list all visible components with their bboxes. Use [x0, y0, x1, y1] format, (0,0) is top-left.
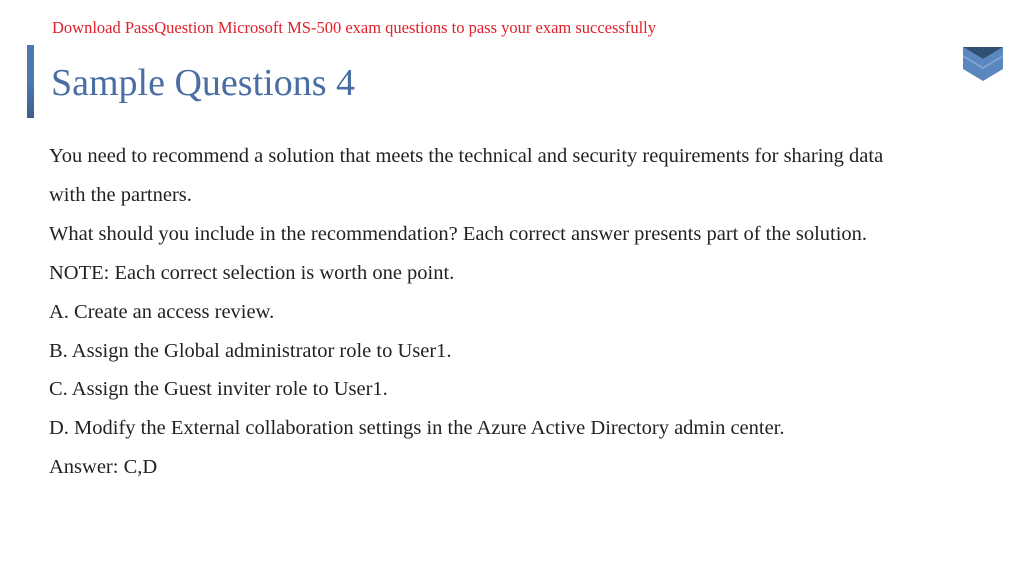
- option-c: C. Assign the Guest inviter role to User1.: [49, 378, 388, 401]
- question-note: NOTE: Each correct selection is worth one point.: [49, 261, 455, 284]
- page-title: Sample Questions 4: [51, 62, 355, 104]
- option-b: B. Assign the Global administrator role to User1.: [49, 339, 452, 362]
- title-accent-bar: [27, 45, 34, 118]
- answer-line: Answer: C,D: [49, 456, 158, 479]
- question-prompt: What should you include in the recommendation? Each correct answer presents part of the solution.: [49, 222, 868, 245]
- question-stem-line-2: with the partners.: [49, 183, 192, 206]
- question-body: [49, 137, 979, 487]
- chevron-down-logo-icon: [963, 47, 1003, 81]
- download-banner[interactable]: Download PassQuestion Microsoft MS-500 exam questions to pass your exam successfully: [52, 18, 657, 37]
- option-d: D. Modify the External collaboration settings in the Azure Active Directory admin center.: [49, 417, 785, 440]
- question-stem-line-1: You need to recommend a solution that meets the technical and security requirements for sharing data: [49, 145, 884, 167]
- option-a: A. Create an access review.: [49, 300, 275, 323]
